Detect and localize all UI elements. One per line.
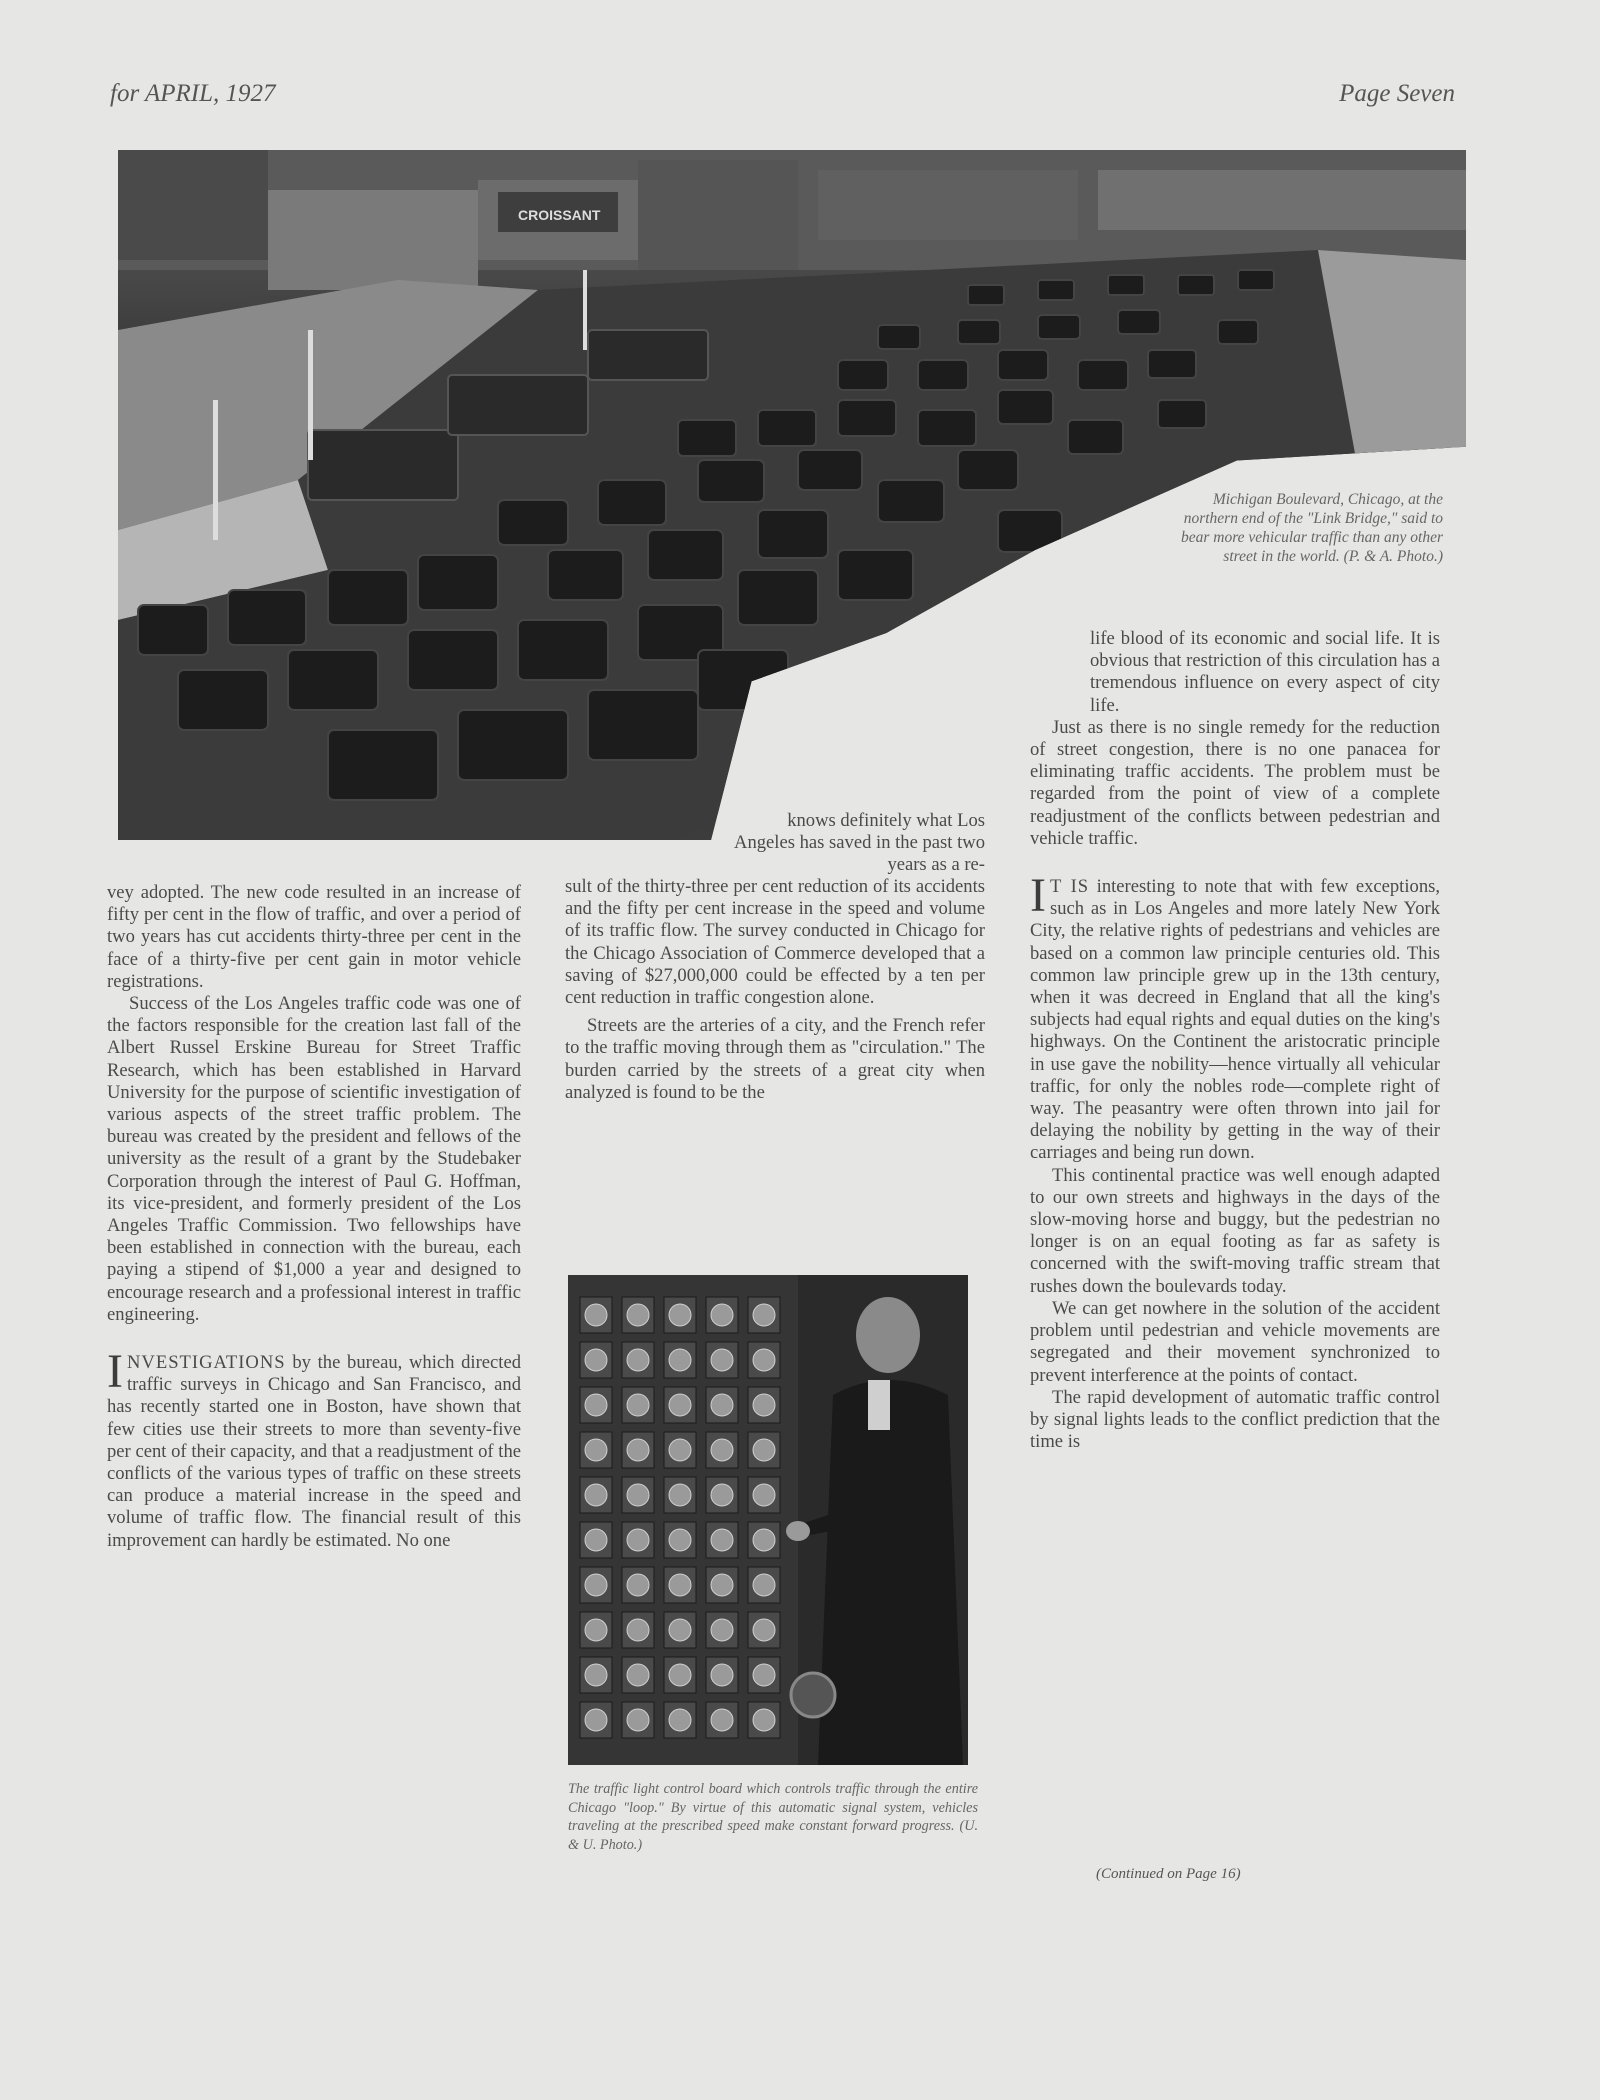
dial [669,1439,691,1461]
small-caps-lead: T IS [1049,876,1090,898]
control-board-illustration [568,1275,968,1765]
dial [585,1664,607,1686]
dial [627,1574,649,1596]
dial [669,1484,691,1506]
right-paragraph-5: We can get nowhere in the solution of the accident problem until pedestrian and vehicle movements are segregated and their movement synchronized to prevent interference at the points of contact. [1030,1297,1440,1386]
drop-cap: I [107,1345,123,1399]
dial [585,1574,607,1596]
dial [711,1529,733,1551]
top-photo-caption: Michigan Boulevard, Chicago, at the northern end of the "Link Bridge," said to bear more vehicular traffic than any other street in the world. (P. & A. Photo.) [1180,491,1443,565]
dial [753,1439,775,1461]
dial [627,1349,649,1371]
dial [711,1304,733,1326]
dial [585,1394,607,1416]
dial [669,1664,691,1686]
middle-paragraph-1-start: knows definitely what Los Angeles has saved in the past two years as a re- [734,810,985,876]
dial [753,1529,775,1551]
dial [669,1304,691,1326]
right-paragraph-4: This continental practice was well enough adapted to our own streets and highways in the days of the slow-moving horse and buggy, but the pedestrian no longer is on an equal footing as far as safety is concerned with the swift-moving traffic stream that rushes down the boulevards today. [1030,1164,1440,1297]
dial [753,1574,775,1596]
drop-cap: I [1030,869,1046,923]
page-number: Page Seven [1339,80,1455,107]
dial [753,1664,775,1686]
dial [585,1484,607,1506]
dial [627,1664,649,1686]
dial [627,1394,649,1416]
middle-column-top [723,810,985,877]
right-column [1030,628,1440,1453]
dial [711,1664,733,1686]
left-paragraph-2: Success of the Los Angeles traffic code was one of the factors responsible for the creation last fall of the Albert Russel Erskine Bureau for Street Traffic Research, which has been established in Harvard University for the purpose of scientific investigation of various aspects of the street traffic problem. The bureau was created by the president and fellows of the university as the result of a grant by the Studebaker Corporation through the interest of Paul G. Hoffman, its vice-president, and formerly president of the Los Angeles Traffic Commission. Two fellowships have been established in connection with the bureau, each paying a stipend of $1,000 a year and designed to encourage research and a professional interest in traffic engineering. [107,993,521,1325]
right-paragraph-1: life blood of its economic and social life. It is obvious that restriction of this circulation has a tremendous influence on every aspect of city life. [1090,628,1440,716]
right-paragraph-3 [1030,869,1440,1165]
dial [627,1619,649,1641]
dial [585,1349,607,1371]
dial [711,1709,733,1731]
dial [711,1619,733,1641]
dial [711,1574,733,1596]
left-paragraph-3 [107,1345,521,1552]
dial [585,1529,607,1551]
dial [669,1619,691,1641]
dial [669,1709,691,1731]
croissant-sign: CROISSANT [518,207,601,223]
board-photo-caption: The traffic light control board which controls traffic through the entire Chicago "loop." By virtue of this automatic signal system, vehicles traveling at the prescribed speed make constant forward progress. (U. & U. Photo.) [568,1781,978,1853]
dial [711,1349,733,1371]
dial [669,1574,691,1596]
dial [753,1304,775,1326]
left-paragraph-1: vey adopted. The new code resulted in an increase of fifty per cent in the flow of traffic, and over a period of two years has cut accidents thirty-three per cent in the face of a thirty-five per cent gain in motor vehicle registrations. [107,882,521,992]
continued-note: (Continued on Page 16) [1096,1866,1241,1882]
dial [711,1439,733,1461]
left-column [107,882,521,1552]
dial [711,1394,733,1416]
dial [627,1439,649,1461]
middle-paragraph-2: Streets are the arteries of a city, and the French refer to the traffic moving through them as "circulation." The burden carried by the streets of a great city when analyzed is found to be the [565,1015,985,1103]
page-header-date: for APRIL, 1927 [110,80,276,107]
dial [627,1709,649,1731]
right-paragraph-2: Just as there is no single remedy for the reduction of street congestion, there is no one panacea for eliminating traffic accidents. The problem must be regarded from the point of view of a complete readjustment of the conflicts between pedestrian and vehicle traffic. [1030,716,1440,849]
dial [753,1349,775,1371]
dial [585,1304,607,1326]
middle-paragraph-1: sult of the thirty-three per cent reduction of its accidents and the fifty per cent increase in the speed and volume of its traffic flow. The survey conducted in Chicago for the Chicago Association of Commerce developed that a saving of $27,000,000 could be effected by a ten per cent reduction in traffic congestion alone. [565,876,985,1009]
dial [585,1619,607,1641]
dial [627,1529,649,1551]
middle-column [565,876,985,1104]
right-paragraph-3-text: interesting to note that with few exceptions, such as in Los Angeles and more lately New York City, the relative rights of pedestrians and vehicles are based on a common law principle centuries old. This common law principle grew up in the 13th century, when it was decreed in England that all the king's subjects had equal rights and equal duties on the king's highways. On the Continent the aristocratic principle in use gave the nobility—hence virtually all vehicular traffic, for only the nobles rode—complete right of way. The peasantry were often thrown into jail for delaying the nobility by getting in the way of their carriages and being run down. [1030,876,1440,1164]
dial [753,1484,775,1506]
dial [753,1394,775,1416]
dial [753,1709,775,1731]
dial [753,1619,775,1641]
dial [711,1484,733,1506]
right-paragraph-6: The rapid development of automatic traffic control by signal lights leads to the conflict prediction that the time is [1030,1386,1440,1453]
traffic-control-board-photo [568,1275,968,1765]
dial [627,1484,649,1506]
dial [585,1439,607,1461]
dial [669,1529,691,1551]
dial [669,1394,691,1416]
dial [669,1349,691,1371]
dial [585,1709,607,1731]
left-paragraph-3-text: by the bureau, which directed traffic surveys in Chicago and San Francisco, and has recently started one in Boston, have shown that few cities use their streets to more than seventy-five per cent of their capacity, and that a readjustment of the conflicts of the various types of traffic on these streets can produce a material increase in the speed and volume of traffic flow. The financial result of this improvement can hardly be estimated. No one [107,1352,521,1551]
small-caps-lead: NVESTIGATIONS [126,1352,286,1374]
dial [627,1304,649,1326]
